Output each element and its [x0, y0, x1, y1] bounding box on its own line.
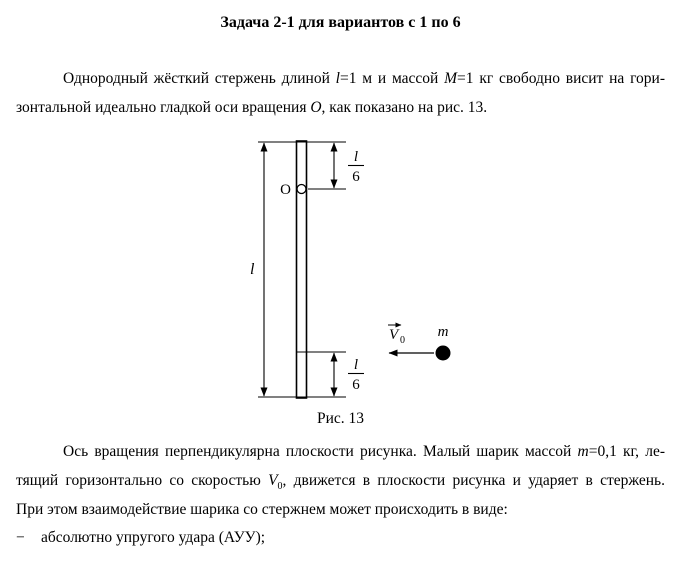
bottom-fraction: [348, 357, 364, 393]
pivot-label: О: [280, 182, 291, 198]
paragraph-1-line-1: Однородный жёсткий стержень длиной l=1 м и массой M=1 кг свободно висит на гори-: [63, 70, 665, 87]
paragraph-1: [16, 64, 665, 122]
ball: [436, 346, 451, 361]
rod-length-label: l: [250, 261, 255, 278]
figure-caption: Рис. 13: [316, 410, 365, 427]
rod-diagram: [0, 136, 681, 402]
velocity-subscript: 0: [400, 335, 405, 346]
ball-mass-label: m: [437, 324, 449, 340]
top-fraction-numerator: l: [353, 149, 359, 165]
bottom-fraction-numerator: l: [353, 357, 359, 373]
paragraph-2-line-1: Ось вращения перпендикулярна плоскости рисунка. Малый шарик массой m=0,1 кг, ле-: [63, 443, 665, 460]
velocity-label: [388, 325, 405, 346]
problem-title: Задача 2-1 для вариантов с 1 по 6: [220, 14, 461, 31]
paragraph-2-line-3: При этом взаимодействие шарика со стержнем может происходить в виде:: [16, 501, 508, 518]
paragraph-1-line-2: зонтальной идеально гладкой оси вращения О, как показано на рис. 13.: [16, 99, 488, 116]
top-fraction-denominator: 6: [352, 169, 360, 185]
paragraph-2-line-2: тящий горизонтально со скоростью $V_0$, движется в плоскости рисунка и ударяет в стержень.: [16, 472, 665, 493]
bullet-item-1: [16, 524, 665, 552]
top-fraction: [348, 149, 364, 185]
bullet-text: абсолютно упругого удара (АУУ);: [41, 529, 266, 546]
paragraph-2: [16, 437, 665, 524]
bullet-dash: −: [16, 529, 25, 546]
rod: [297, 141, 307, 398]
pivot-circle: [297, 185, 306, 194]
bottom-fraction-denominator: 6: [352, 377, 360, 393]
velocity-letter: V: [389, 327, 399, 343]
